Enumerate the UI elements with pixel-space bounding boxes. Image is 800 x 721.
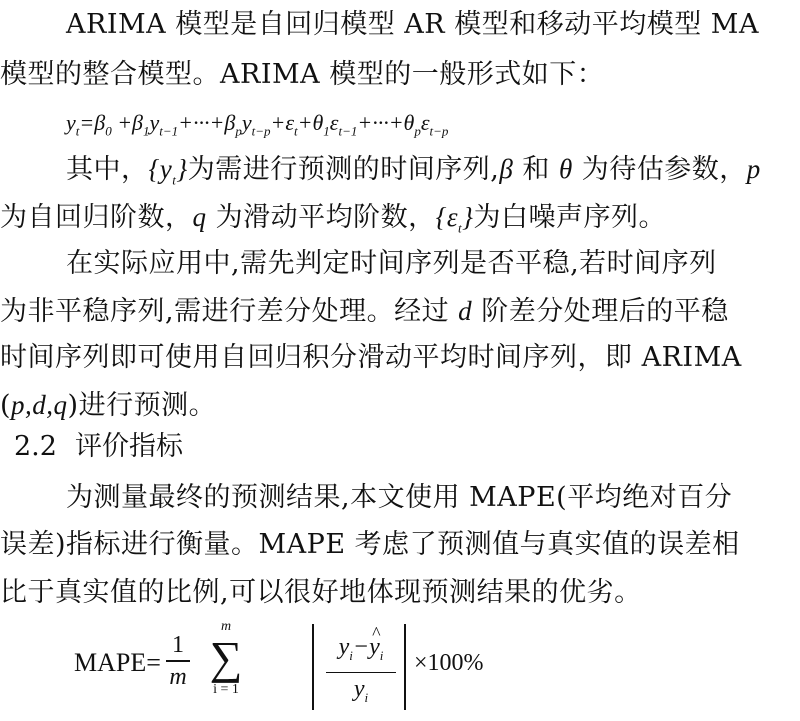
paragraph-3-line-1: 在实际应用中,需先判定时间序列是否平稳,若时间序列 xyxy=(66,248,717,279)
abs-bar-left xyxy=(312,624,314,710)
section-heading xyxy=(14,430,183,464)
error-fraction: $y_i-\^{}$ $y_i$ $y_i$ xyxy=(326,632,396,713)
coef-denominator: m xyxy=(169,663,187,690)
paragraph-3-line-3: 时间序列即可使用自回归积分滑动平均时间序列，即 ARIMA xyxy=(0,342,742,373)
sum-upper-limit: m xyxy=(220,619,232,634)
paragraph-2-line-2: 为自回归阶数，q 为滑动平均阶数，$\{\varepsilon_t\}$为白噪声序列。 xyxy=(0,202,666,236)
paragraph-1-line-1: ARIMA 模型是自回归模型 AR 模型和移动平均模型 MA xyxy=(66,9,759,40)
paragraph-4-line-2: 误差)指标进行衡量。MAPE 考虑了预测值与真实值的误差相 xyxy=(0,529,740,560)
paragraph-4-line-1: 为测量最终的预测结果,本文使用 MAPE(平均绝对百分 xyxy=(66,482,733,513)
paragraph-2-line-1: 其中，$\{y_t\}$为需进行预测的时间序列,β 和 θ 为待估参数，p xyxy=(66,154,761,188)
times-100-percent: ×100% xyxy=(414,650,484,676)
mape-formula xyxy=(74,619,484,715)
sum-symbol: ∑ xyxy=(209,632,243,683)
section-number: 2.2 xyxy=(14,431,57,462)
section-title: 评价指标 xyxy=(74,431,183,462)
sum-lower-limit: i = 1 xyxy=(213,682,239,697)
formula-label: MAPE= xyxy=(74,648,161,677)
paragraph-3-line-4: (p,d,q)进行预测。 xyxy=(0,390,217,421)
abs-bar-right xyxy=(404,624,406,710)
arima-equation: $y_t=\beta_0 +\beta_1y_{t-1}+\cdot\cdot\cdot+\beta_py_{t-p}+\varepsilon_t+\theta_1\varepsilon_{t-1}+\cdot\cdot\cdot+\theta_p\varepsilon_{t-p}$ xyxy=(66,110,449,139)
coef-numerator: 1 xyxy=(172,632,184,658)
paragraph-1-line-2: 模型的整合模型。ARIMA 模型的一般形式如下： xyxy=(0,59,605,90)
paragraph-3-line-2: 为非平稳序列,需进行差分处理。经过 d 阶差分处理后的平稳 xyxy=(0,296,729,327)
summation xyxy=(196,620,256,698)
var-y-set: $\{y_t\}$ xyxy=(148,154,188,188)
coefficient-fraction xyxy=(166,632,190,690)
var-eps-set: $\{\varepsilon_t\}$ xyxy=(435,202,474,236)
paragraph-4-line-3: 比于真实值的比例,可以很好地体现预测结果的优劣。 xyxy=(0,577,642,608)
